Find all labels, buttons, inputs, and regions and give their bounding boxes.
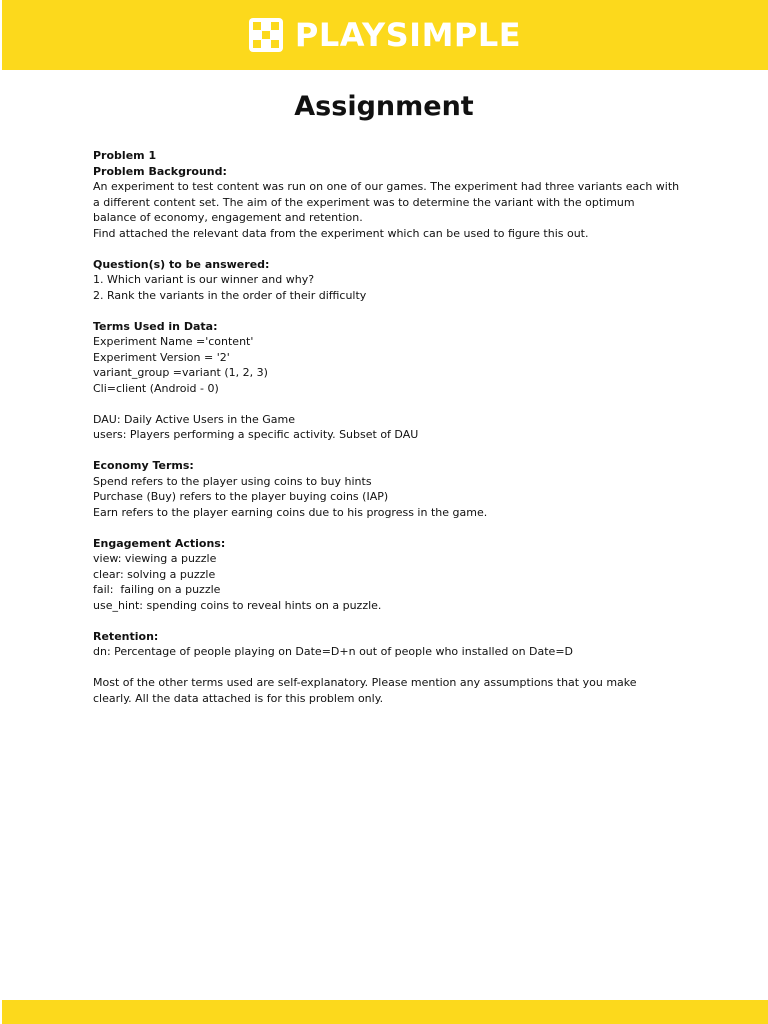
background-line: a different content set. The aim of the experiment was to determine the variant with the optimum — [93, 195, 635, 209]
engagement-item: fail: failing on a puzzle — [93, 583, 221, 596]
playsimple-logo-icon — [249, 18, 283, 52]
page-title: Assignment — [294, 91, 474, 122]
question-item: 2. Rank the variants in the order of their difficulty — [93, 288, 367, 302]
engagement-item: use_hint: spending coins to reveal hints on a puzzle. — [93, 598, 382, 612]
header-band — [2, 0, 768, 70]
closing-line: clearly. All the data attached is for this problem only. — [93, 691, 384, 705]
engagement-item: view: viewing a puzzle — [93, 552, 217, 565]
question-item: 1. Which variant is our winner and why? — [93, 273, 315, 286]
assignment-body — [93, 148, 693, 706]
footer-band — [2, 1000, 768, 1024]
playsimple-logo — [249, 18, 521, 52]
retention-item: dn: Percentage of people playing on Date=D+n out of people who installed on Date=D — [93, 645, 574, 658]
terms-heading: Terms Used in Data: — [93, 319, 218, 333]
logo-text: PLAYSIMPLE — [294, 16, 522, 54]
term-item: variant_group =variant (1, 2, 3) — [93, 366, 268, 379]
closing-line: Most of the other terms used are self-explanatory. Please mention any assumptions that you make — [93, 676, 637, 689]
questions-heading: Question(s) to be answered: — [93, 257, 270, 271]
term-item: Experiment Version = '2' — [93, 350, 230, 364]
problem-number: Problem 1 — [93, 149, 157, 162]
engagement-heading: Engagement Actions: — [93, 536, 226, 550]
problem-background-heading: Problem Background: — [93, 164, 227, 178]
engagement-item: clear: solving a puzzle — [93, 567, 216, 581]
retention-heading: Retention: — [93, 629, 159, 643]
background-line: Find attached the relevant data from the experiment which can be used to figure this out. — [93, 226, 589, 240]
economy-item: Earn refers to the player earning coins due to his progress in the game. — [93, 505, 488, 519]
dau-item: users: Players performing a specific activity. Subset of DAU — [93, 428, 419, 441]
term-item: Experiment Name ='content' — [93, 335, 254, 348]
dau-item: DAU: Daily Active Users in the Game — [93, 412, 296, 426]
economy-heading: Economy Terms: — [93, 459, 194, 472]
economy-item: Purchase (Buy) refers to the player buying coins (IAP) — [93, 490, 389, 503]
economy-item: Spend refers to the player using coins to buy hints — [93, 474, 372, 488]
term-item: Cli=client (Android - 0) — [93, 381, 219, 395]
background-line: balance of economy, engagement and retention. — [93, 211, 363, 224]
background-line: An experiment to test content was run on one of our games. The experiment had three variants each with — [93, 180, 680, 193]
